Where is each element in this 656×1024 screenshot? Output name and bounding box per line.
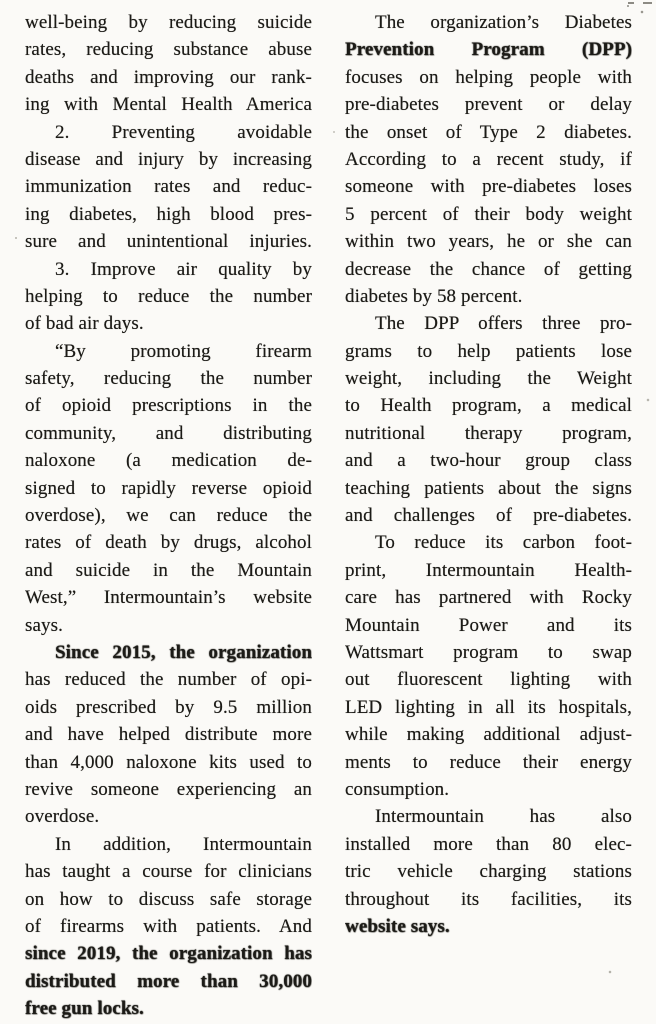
paragraph	[25, 256, 312, 338]
text-line: safety, reducing the number	[25, 368, 312, 390]
text-line: and a two-hour group class	[345, 450, 632, 472]
text-line: free gun locks.	[25, 998, 144, 1020]
text-line: To reduce its carbon foot-	[375, 532, 632, 554]
text-line: and challenges of pre-diabetes.	[345, 505, 632, 527]
text-line: has taught a course for clinicians	[25, 861, 312, 883]
text-line: out fluorescent lighting with	[345, 669, 632, 691]
text-line: care has partnered with Rocky	[345, 587, 632, 609]
text-line: and suicide in the Mountain	[25, 559, 312, 581]
paragraph	[25, 831, 312, 1023]
text-line: consumption.	[345, 778, 450, 800]
text-line: teaching patients about the signs	[345, 477, 632, 499]
text-line: has reduced the number of opi-	[25, 669, 312, 691]
text-line: to Health program, a medical	[345, 395, 632, 417]
text-line: since 2019, the organization has	[25, 943, 312, 965]
text-line: 2. Preventing avoidable	[55, 121, 312, 143]
text-line: 5 percent of their body weight	[345, 203, 632, 225]
text-line: and have helped distribute more	[25, 724, 312, 746]
text-line: rates, reducing substance abuse	[25, 39, 312, 61]
paragraph	[345, 310, 632, 529]
text-line: website says.	[345, 915, 450, 937]
text-line: nutritional therapy program,	[345, 422, 632, 444]
paragraph	[345, 9, 632, 310]
text-line: ing diabetes, high blood pres-	[25, 203, 312, 225]
paragraph	[25, 338, 312, 639]
text-line: pre-diabetes prevent or delay	[345, 94, 632, 116]
text-line: Prevention Program (DPP)	[345, 39, 632, 61]
text-line: says.	[25, 614, 63, 636]
text-line: than 4,000 naloxone kits used to	[25, 751, 312, 773]
text-line: The DPP offers three pro-	[375, 313, 632, 335]
text-line: West,” Intermountain’s website	[25, 587, 312, 609]
article-column-right	[345, 9, 632, 1024]
text-line: the onset of Type 2 diabetes.	[345, 121, 632, 143]
text-line: Wattsmart program to swap	[345, 641, 632, 663]
text-line: grams to help patients lose	[345, 340, 632, 362]
text-line: of firearms with patients. And	[25, 915, 312, 937]
text-line: disease and injury by increasing	[25, 148, 312, 170]
text-line: 3. Improve air quality by	[55, 258, 312, 280]
text-line: of bad air days.	[25, 313, 144, 335]
text-line: decrease the chance of getting	[345, 258, 632, 280]
text-line: installed more than 80 elec-	[345, 833, 632, 855]
paragraph	[345, 529, 632, 803]
text-line: well-being by reducing suicide	[25, 12, 312, 33]
text-line: overdose.	[25, 806, 100, 828]
text-line: According to a recent study, if	[345, 148, 632, 170]
paragraph	[25, 639, 312, 831]
article-column-left	[25, 9, 312, 1024]
text-line: immunization rates and reduc-	[25, 176, 312, 198]
text-line: deaths and improving our rank-	[25, 66, 312, 88]
text-line: on how to discuss safe storage	[25, 888, 312, 910]
text-line: helping to reduce the number	[25, 285, 312, 307]
text-line: signed to rapidly reverse opioid	[25, 477, 312, 499]
text-line: sure and unintentional injuries.	[25, 231, 312, 253]
paragraph	[25, 9, 312, 119]
text-line: oids prescribed by 9.5 million	[25, 696, 312, 718]
text-line: naloxone (a medication de-	[25, 450, 312, 472]
text-line: Mountain Power and its	[345, 614, 632, 636]
text-line: ing with Mental Health America	[25, 94, 312, 116]
text-line: ments to reduce their energy	[345, 751, 632, 773]
text-line: diabetes by 58 percent.	[345, 285, 523, 307]
text-line: The organization’s Diabetes	[375, 12, 632, 33]
scan-artifact-mark	[643, 2, 652, 4]
text-line: someone with pre-diabetes loses	[345, 176, 632, 198]
text-line: In addition, Intermountain	[55, 833, 312, 855]
paragraph	[25, 119, 312, 256]
text-line: weight, including the Weight	[345, 368, 632, 390]
text-line: tric vehicle charging stations	[345, 861, 632, 883]
text-line: overdose), we can reduce the	[25, 505, 312, 527]
text-line: Intermountain has also	[375, 806, 632, 828]
text-line: distributed more than 30,000	[25, 970, 312, 992]
text-line: revive someone experiencing an	[25, 778, 312, 800]
text-line: of opioid prescriptions in the	[25, 395, 312, 417]
scan-artifact-mark	[628, 2, 634, 4]
text-line: Since 2015, the organization	[55, 641, 312, 663]
text-line: throughout its facilities, its	[345, 888, 632, 910]
text-line: within two years, he or she can	[345, 231, 632, 253]
text-line: “By promoting firearm	[55, 340, 312, 362]
text-line: community, and distributing	[25, 422, 312, 444]
paragraph	[345, 803, 632, 940]
text-line: LED lighting in all its hospitals,	[345, 696, 632, 718]
text-line: focuses on helping people with	[345, 66, 632, 88]
text-line: rates of death by drugs, alcohol	[25, 532, 312, 554]
text-line: while making additional adjust-	[345, 724, 632, 746]
text-line: print, Intermountain Health-	[345, 559, 632, 581]
